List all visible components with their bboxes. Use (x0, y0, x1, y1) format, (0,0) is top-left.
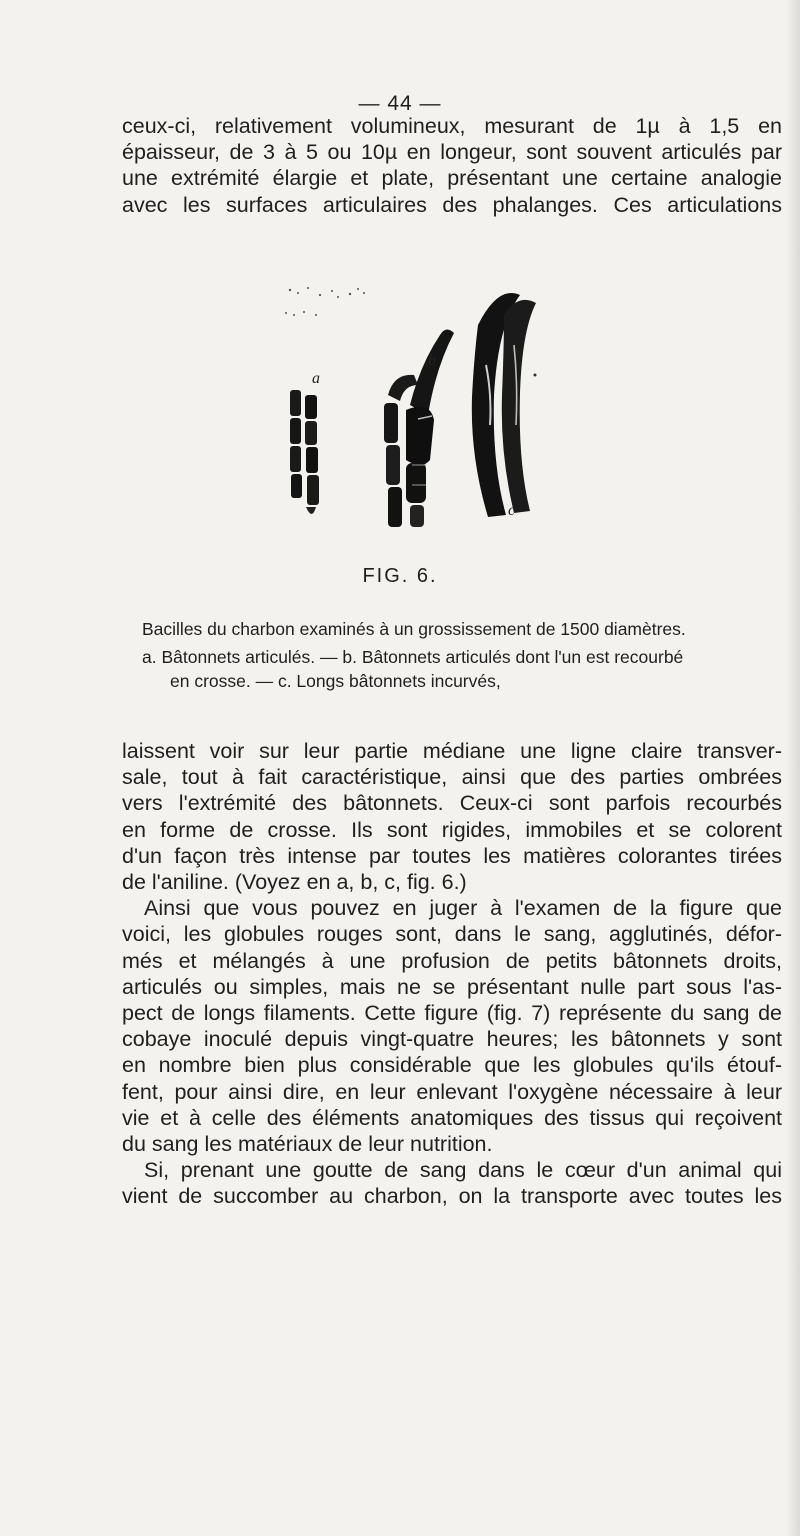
text-line: més et mélangés à une profusion de petits bâtonnets droits, (122, 948, 782, 973)
figure-legend-line: a. Bâtonnets articulés. — b. Bâtonnets articulés dont l'un est recourbé (142, 647, 684, 667)
text-line: en forme de crosse. Ils sont rigides, immobiles et se colorent (122, 817, 782, 842)
text-line: d'un façon très intense par toutes les matières colorantes tirées (122, 843, 782, 868)
text-line: voici, les globules rouges sont, dans le sang, agglutinés, défor- (122, 922, 782, 947)
text-line: de l'aniline. (Voyez en a, b, c, fig. 6.) (122, 870, 467, 895)
text-line: en nombre bien plus considérable que les globules qu'ils étouf- (122, 1053, 782, 1078)
text-line: Si, prenant une goutte de sang dans le cœur d'un animal qui (144, 1158, 782, 1183)
figure-label-a: a (312, 370, 320, 387)
figure-legend-line: Bacilles du charbon examinés à un grossissement de 1500 diamètres. (142, 619, 686, 639)
text-line: sale, tout à fait caractéristique, ainsi que des parties ombrées (122, 765, 782, 790)
text-line: laissent voir sur leur partie médiane une ligne claire transver- (122, 739, 782, 763)
text-line: fent, pour ainsi dire, en leur enlevant l'oxygène nécessaire à leur (122, 1079, 782, 1104)
text-line: vient de succomber au charbon, on la transporte avec toutes les (122, 1184, 782, 1209)
text-line: avec les surfaces articulaires des phalanges. Ces articulations (122, 192, 782, 217)
page-number: — 44 — (358, 92, 442, 115)
text-line: du sang les matériaux de leur nutrition. (122, 1132, 493, 1157)
page-edge-shadow (786, 0, 800, 1536)
figure-legend-line: en crosse. — c. Longs bâtonnets incurvés, (170, 671, 501, 691)
text-line: pect de longs filaments. Cette figure (fig. 7) représente du sang de (122, 1001, 782, 1026)
group-c-curved-rods (472, 293, 537, 517)
group-b-crosier-rods (384, 329, 454, 527)
text-line: vers l'extrémité des bâtonnets. Ceux-ci sont parfois recourbés (122, 791, 782, 816)
figure-caption: FIG. 6. (362, 565, 438, 587)
figure-label-c: c (508, 502, 516, 519)
group-a-straight-rods (290, 390, 319, 514)
text-line: cobaye inoculé depuis vingt-quatre heures; les bâtonnets y sont (122, 1027, 782, 1052)
paragraph-bottom (122, 738, 782, 1210)
text-line: une extrémité élargie et plate, présentant une certaine analogie (122, 166, 782, 191)
figure-6-bacilli-illustration (260, 285, 620, 555)
text-line: ceux-ci, relativement volumineux, mesurant de 1µ à 1,5 en (122, 114, 782, 138)
paragraph-top (122, 113, 782, 218)
text-line: épaisseur, de 3 à 5 ou 10µ en longeur, sont souvent articulés par (122, 140, 782, 165)
text-line: vie et à celle des éléments anatomiques des tissus qui reçoivent (122, 1105, 782, 1130)
text-line: articulés ou simples, mais ne se présentant nulle part sous l'as- (122, 974, 782, 999)
figure-label-b: b (428, 352, 436, 369)
text-line: Ainsi que vous pouvez en juger à l'examen de la figure que (144, 896, 782, 921)
